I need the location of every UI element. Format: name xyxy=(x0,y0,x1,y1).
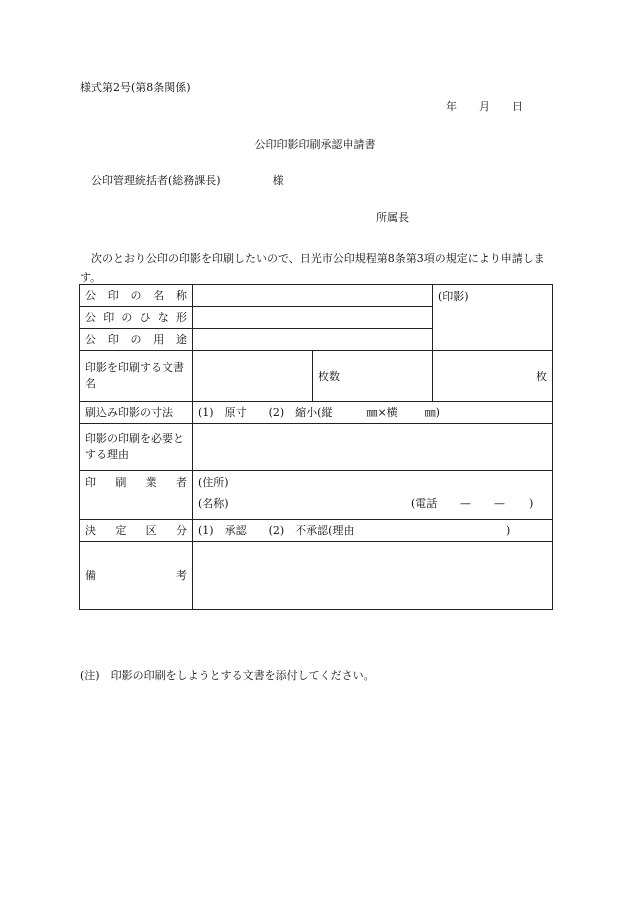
decision-label: 決 定 区 分 xyxy=(80,520,193,542)
footnote: (注) 印影の印刷をしようとする文書を添付してください。 xyxy=(80,669,375,682)
printer-phone: (電話 xyxy=(411,497,438,510)
printer-label: 印 刷 業 者 xyxy=(80,471,193,520)
document-name-label: 印影を印刷する文書名 xyxy=(80,351,193,402)
size-field[interactable] xyxy=(193,402,553,424)
date-month-label: 月 xyxy=(479,100,490,113)
seal-use-label: 公 印 の 用 途 xyxy=(80,329,193,351)
document-name-field[interactable] xyxy=(193,351,313,402)
date-year-label: 年 xyxy=(446,100,457,113)
seal-impression-area[interactable] xyxy=(433,285,553,351)
printer-row xyxy=(80,471,553,520)
document-row xyxy=(80,351,553,402)
reason-field[interactable] xyxy=(193,424,553,471)
remarks-field[interactable] xyxy=(193,542,553,610)
printer-address: (住所) xyxy=(198,476,229,489)
form-number: 様式第2号(第8条関係) xyxy=(80,81,191,94)
seal-template-label: 公 印 の ひ な 形 xyxy=(80,307,193,329)
printer-name: (名称) xyxy=(198,497,229,510)
seal-name-row xyxy=(80,285,553,307)
document-title: 公印印影印刷承認申請書 xyxy=(254,138,376,151)
count-unit: 枚 xyxy=(536,369,547,383)
application-form-table xyxy=(79,284,553,610)
addressee xyxy=(91,175,284,186)
size-mm-close: ㎜) xyxy=(424,406,440,419)
decision-field[interactable] xyxy=(193,520,553,542)
reason-row xyxy=(80,424,553,471)
seal-name-field[interactable] xyxy=(193,285,433,307)
decision-reject: (2) 不承認(理由 xyxy=(268,524,355,537)
count-field[interactable] xyxy=(433,351,553,402)
addressee-honorific: 様 xyxy=(272,174,284,187)
phone-dash-2: — xyxy=(494,497,505,510)
remarks-label: 備 考 xyxy=(80,542,193,610)
seal-name-label: 公 印 の 名 称 xyxy=(80,285,193,307)
seal-use-field[interactable] xyxy=(193,329,433,351)
seal-template-field[interactable] xyxy=(193,307,433,329)
size-option-original: (1) 原寸 xyxy=(198,406,247,419)
count-label-cell xyxy=(313,351,433,402)
phone-close: ) xyxy=(529,497,534,510)
size-mm-width: ㎜×横 xyxy=(366,406,398,419)
reason-label: 印影の印刷を必要とする理由 xyxy=(80,424,193,471)
size-option-reduced: (2) 縮小(縦 xyxy=(268,406,333,419)
printer-field[interactable] xyxy=(193,471,553,520)
count-label: 枚数 xyxy=(318,369,340,383)
remarks-row xyxy=(80,542,553,610)
decision-row xyxy=(80,520,553,542)
addressee-name: 公印管理統括者(総務課長) xyxy=(91,174,221,187)
phone-dash-1: — xyxy=(460,497,471,510)
decision-close: ) xyxy=(506,524,511,537)
impression-label: (印影) xyxy=(438,290,469,303)
printer-name-line xyxy=(198,498,547,509)
sender-label: 所属長 xyxy=(376,211,409,224)
date-line xyxy=(446,101,523,112)
date-day-label: 日 xyxy=(512,100,523,113)
body-text: 次のとおり公印の印影を印刷したいので、日光市公印規程第8条第3項の規定により申請します。 xyxy=(80,252,545,284)
size-label: 刷込み印影の寸法 xyxy=(80,402,193,424)
decision-approve: (1) 承認 xyxy=(198,524,247,537)
size-row xyxy=(80,402,553,424)
